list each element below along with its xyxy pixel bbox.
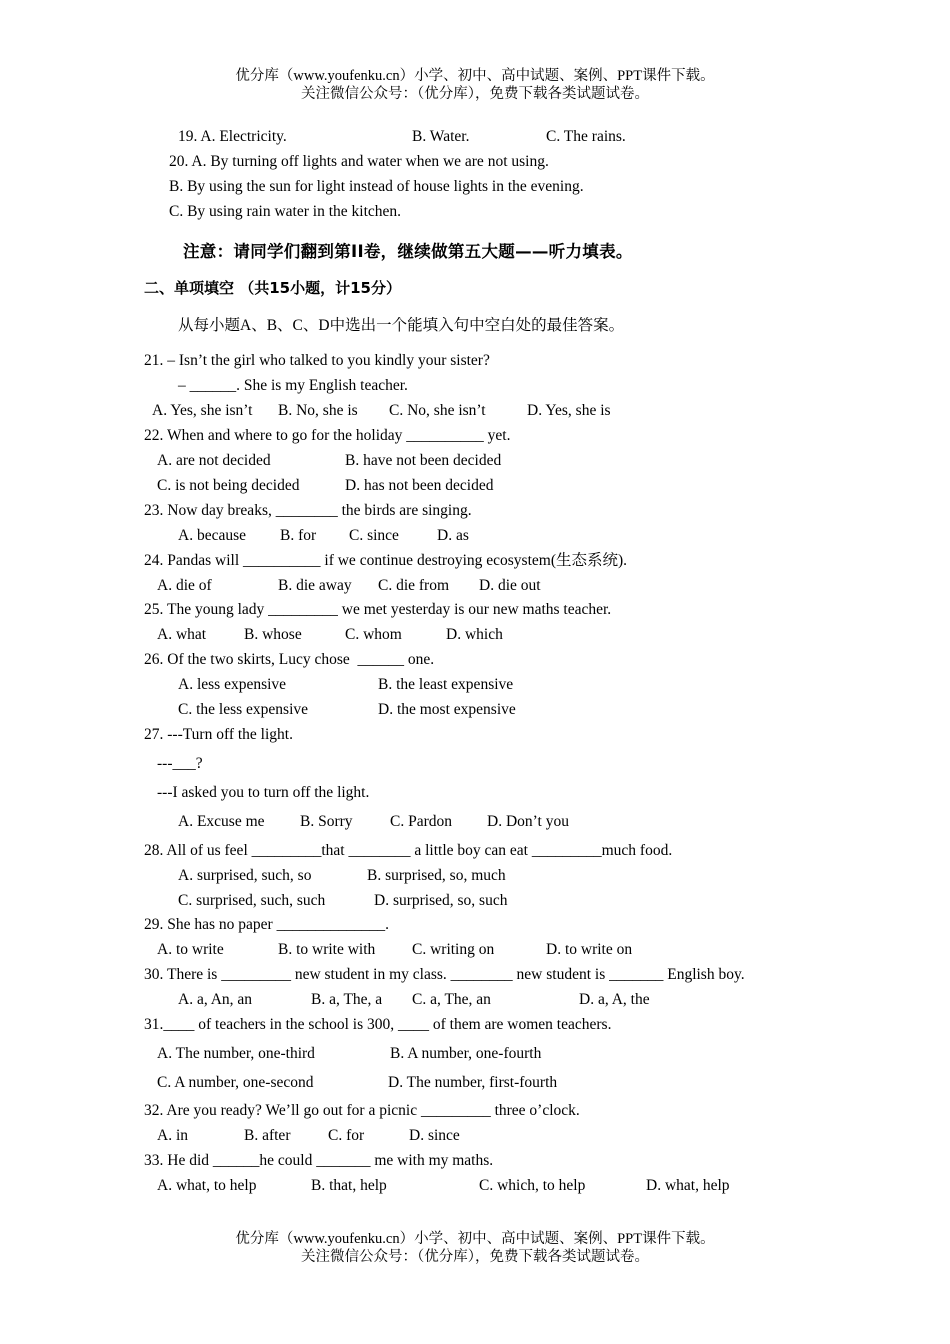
q24-stem: 24. Pandas will __________ if we continue destroying ecosystem(生态系统). — [144, 552, 628, 569]
q25-option-c: C. whom — [345, 626, 402, 643]
q23-stem: 23. Now day breaks, ________ the birds are singing. — [144, 502, 472, 519]
q33-stem: 33. He did ______he could _______ me with my maths. — [144, 1152, 494, 1169]
q33-option-b: B. that, help — [311, 1177, 387, 1194]
q28-option-b: B. surprised, so, much — [367, 867, 506, 884]
q30-option-d: D. a, A, the — [579, 991, 650, 1008]
page-footer-line1: 优分库（www.youfenku.cn）小学、初中、高中试题、案例、PPT课件下载。 — [235, 1231, 715, 1247]
q31-option-d: D. The number, first-fourth — [388, 1074, 558, 1091]
q26-stem: 26. Of the two skirts, Lucy chose ______ one. — [144, 651, 435, 668]
q27-option-a: A. Excuse me — [178, 813, 265, 830]
q30-option-a: A. a, An, an — [178, 991, 253, 1008]
q23-option-d: D. as — [437, 527, 469, 544]
q28-stem: 28. All of us feel _________that ________ a little boy can eat _________much food. — [144, 842, 673, 859]
q27-option-c: C. Pardon — [390, 813, 452, 830]
q32-stem: 32. Are you ready? We’ll go out for a picnic _________ three o’clock. — [144, 1102, 580, 1119]
q25-option-a: A. what — [157, 626, 207, 643]
q29-stem: 29. She has no paper ______________. — [144, 916, 389, 933]
q31-stem: 31.____ of teachers in the school is 300, ____ of them are women teachers. — [144, 1016, 612, 1033]
q22-option-a: A. are not decided — [157, 452, 271, 469]
page-header-line2: 关注微信公众号：（优分库），免费下载各类试题试卷。 — [301, 86, 649, 102]
q25-option-b: B. whose — [244, 626, 302, 643]
q27-option-d: D. Don’t you — [487, 813, 569, 830]
q30-stem: 30. There is _________ new student in my class. ________ new student is _______ English boy. — [144, 966, 745, 983]
q29-option-a: A. to write — [157, 941, 224, 958]
q25-option-d: D. which — [446, 626, 503, 643]
q24-option-d: D. die out — [479, 577, 541, 594]
q22-option-d: D. has not been decided — [345, 477, 494, 494]
q25-stem: 25. The young lady _________ we met yesterday is our new maths teacher. — [144, 601, 612, 618]
q19-option-b: B. Water. — [412, 128, 470, 145]
q26-option-b: B. the least expensive — [378, 676, 514, 693]
q26-option-c: C. the less expensive — [178, 701, 309, 718]
q32-option-a: A. in — [157, 1127, 188, 1144]
page-footer-line2: 关注微信公众号：（优分库），免费下载各类试题试卷。 — [301, 1249, 649, 1265]
section-title: 二、单项填空 （共15小题，计15分） — [144, 279, 401, 297]
q29-option-d: D. to write on — [546, 941, 633, 958]
q27-stem-reply2: ---I asked you to turn off the light. — [157, 784, 370, 801]
page-header-line1: 优分库（www.youfenku.cn）小学、初中、高中试题、案例、PPT课件下载。 — [235, 68, 715, 84]
q21-stem: 21. – Isn’t the girl who talked to you kindly your sister? — [144, 352, 490, 369]
q27-stem-reply: ---___? — [157, 755, 203, 772]
q24-option-b: B. die away — [278, 577, 352, 594]
q20-option-c: C. By using rain water in the kitchen. — [169, 203, 402, 220]
q21-option-a: A. Yes, she isn’t — [152, 402, 253, 419]
q23-option-a: A. because — [178, 527, 246, 544]
q31-option-a: A. The number, one-third — [157, 1045, 315, 1062]
q21-option-b: B. No, she is — [278, 402, 358, 419]
q20-option-a: 20. A. By turning off lights and water when we are not using. — [169, 153, 549, 170]
section-instruction: 从每小题A、B、C、D中选出一个能填入句中空白处的最佳答案。 — [178, 317, 625, 334]
q29-option-c: C. writing on — [412, 941, 495, 958]
q33-option-c: C. which, to help — [479, 1177, 586, 1194]
q33-option-a: A. what, to help — [157, 1177, 257, 1194]
q32-option-d: D. since — [409, 1127, 460, 1144]
q32-option-b: B. after — [244, 1127, 291, 1144]
q21-option-d: D. Yes, she is — [527, 402, 611, 419]
q26-option-d: D. the most expensive — [378, 701, 516, 718]
q19-option-a: 19. A. Electricity. — [178, 128, 287, 145]
q27-stem: 27. ---Turn off the light. — [144, 726, 293, 743]
q23-option-c: C. since — [349, 527, 399, 544]
q21-stem-reply: – ______. She is my English teacher. — [178, 377, 408, 394]
q19-option-c: C. The rains. — [546, 128, 626, 145]
q20-option-b: B. By using the sun for light instead of house lights in the evening. — [169, 178, 584, 195]
q26-option-a: A. less expensive — [178, 676, 287, 693]
q22-option-c: C. is not being decided — [157, 477, 300, 494]
q22-stem: 22. When and where to go for the holiday __________ yet. — [144, 427, 511, 444]
q33-option-d: D. what, help — [646, 1177, 730, 1194]
q29-option-b: B. to write with — [278, 941, 376, 958]
q31-option-c: C. A number, one-second — [157, 1074, 314, 1091]
q28-option-a: A. surprised, such, so — [178, 867, 312, 884]
q22-option-b: B. have not been decided — [345, 452, 502, 469]
q28-option-c: C. surprised, such, such — [178, 892, 326, 909]
q27-option-b: B. Sorry — [300, 813, 353, 830]
q23-option-b: B. for — [280, 527, 317, 544]
notice-text: 注意：请同学们翻到第II卷，继续做第五大题——听力填表。 — [183, 242, 633, 261]
q30-option-c: C. a, The, an — [412, 991, 491, 1008]
q32-option-c: C. for — [328, 1127, 365, 1144]
q24-option-a: A. die of — [157, 577, 212, 594]
q24-option-c: C. die from — [378, 577, 450, 594]
q28-option-d: D. surprised, so, such — [374, 892, 508, 909]
q21-option-c: C. No, she isn’t — [389, 402, 486, 419]
q30-option-b: B. a, The, a — [311, 991, 383, 1008]
q31-option-b: B. A number, one-fourth — [390, 1045, 542, 1062]
